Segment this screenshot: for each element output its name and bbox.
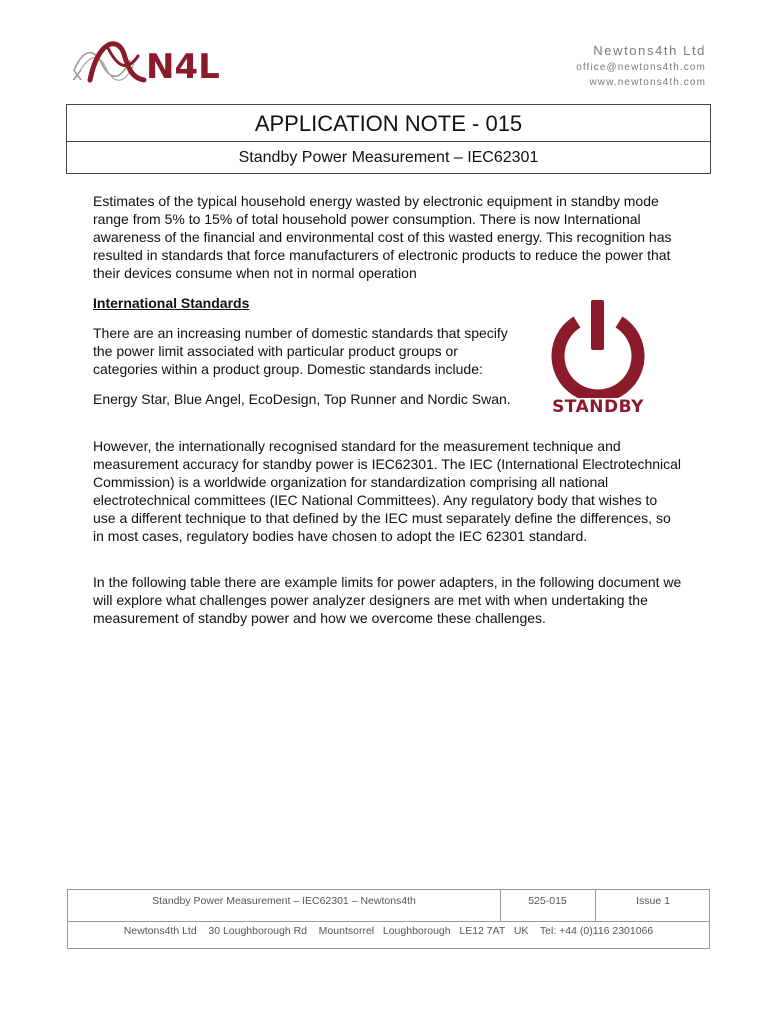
iec-paragraph: However, the internationally recognised standard for the measurement technique and measurement accuracy for standby power is IEC62301. The IEC (International Electrotechnical Commission) is a worldwide organization for standardization comprising all national electrotechnical committees (IEC National Committees). Any regulatory body that wishes to use a different technique to that defined by the IEC must separately define the differences, so in most cases, regulatory bodies have chosen to adopt the IEC 62301 standard. <box>93 438 682 544</box>
standards-paragraph: There are an increasing number of domestic standards that specify the power limit associated with particular product groups or categories within a product group. Domestic standards include: <box>93 325 508 377</box>
standby-image <box>543 298 653 424</box>
company-name: Newtons4th Ltd <box>593 43 706 58</box>
n4l-logo <box>72 34 237 90</box>
footer-address: Newtons4th Ltd 30 Loughborough Rd Mountsorrel Loughborough LE12 7AT UK Tel: +44 (0)116 2301066 <box>123 925 654 937</box>
logo-text: N4L <box>146 47 220 87</box>
company-website[interactable]: www.newtons4th.com <box>589 77 706 88</box>
standby-label: STANDBY <box>552 397 644 417</box>
footer-table <box>67 889 710 949</box>
standards-list: Energy Star, Blue Angel, EcoDesign, Top Runner and Nordic Swan. <box>93 391 511 407</box>
intro-paragraph: Estimates of the typical household energy wasted by electronic equipment in standby mode range from 5% to 15% of total household power consumption. There is now International awareness of the financial and environmental cost of this wasted energy. This recognition has resulted in standards that force manufacturers of electronic products to reduce the power that their devices consume when not in normal operation <box>93 193 672 281</box>
power-standby-icon <box>543 298 653 398</box>
company-contact <box>576 42 706 90</box>
footer-doc-title: Standby Power Measurement – IEC62301 – Newtons4th <box>68 890 501 921</box>
footer-doc-number: 525-015 <box>500 890 596 921</box>
title-box <box>66 104 711 174</box>
page-subtitle: Standby Power Measurement – IEC62301 <box>238 149 539 166</box>
company-email[interactable]: office@newtons4th.com <box>576 62 706 73</box>
footer-row <box>68 890 709 922</box>
footer-issue: Issue 1 <box>636 895 670 907</box>
page-title: APPLICATION NOTE - 015 <box>67 105 710 142</box>
closing-paragraph: In the following table there are example limits for power adapters, in the following document we will explore what challenges power analyzer designers are met with when undertaking the measurement of standby power and how we overcome these challenges. <box>93 574 682 626</box>
section-heading: International Standards <box>93 295 250 311</box>
svg-text:x: x <box>72 64 83 85</box>
